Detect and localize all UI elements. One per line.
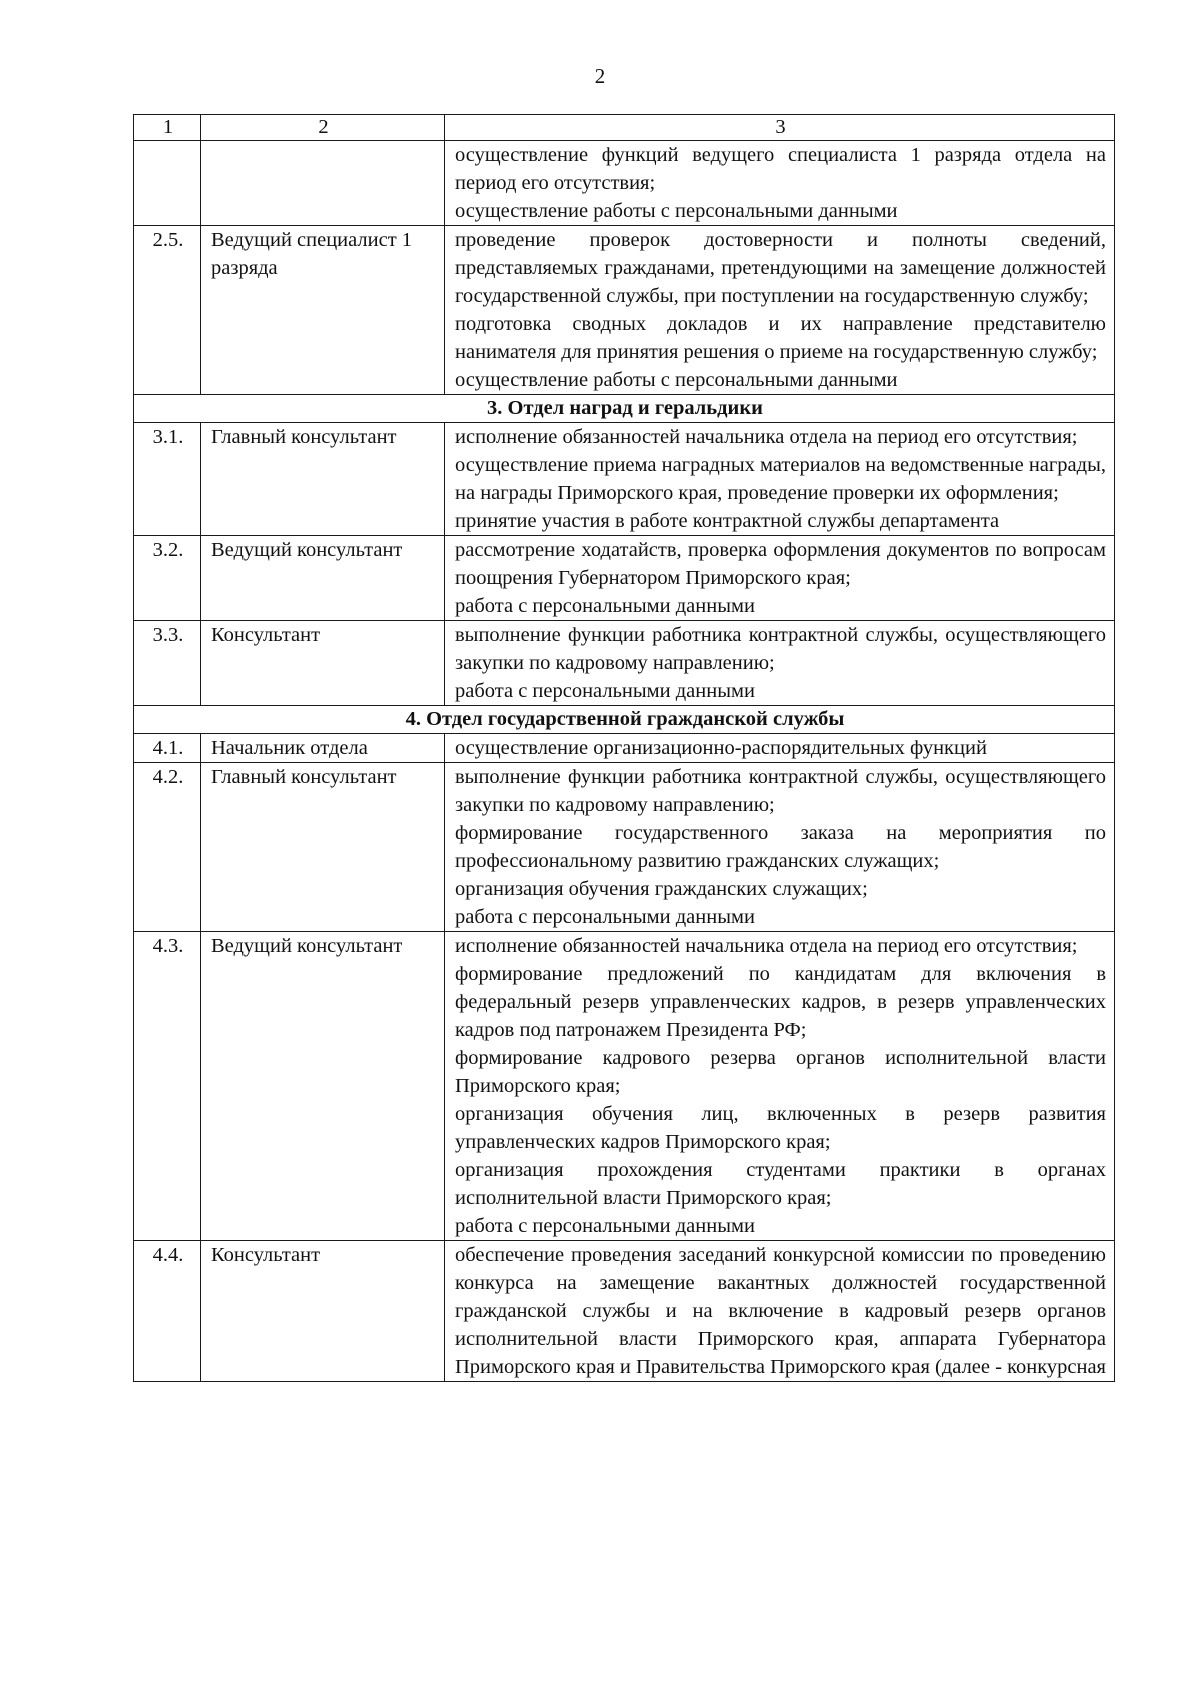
column-number-3: 3 <box>445 115 1115 141</box>
row-number: 2.5. <box>134 226 201 395</box>
duty-item: организация обучения лиц, включенных в резерв развития управленческих кадров Приморского края; <box>455 1103 1106 1153</box>
duty-item: принятие участия в работе контрактной службы департамента <box>455 510 1000 532</box>
row-number: 4.4. <box>134 1241 201 1382</box>
duty-item: обеспечение проведения заседаний конкурсной комиссии по проведению конкурса на замещение вакантных должностей государственной гражданской службы и на включение в кадровый резерв органов исполнительной власти Приморского края, аппарата Губернатора Приморского края и Правительства Приморского края (далее - конкурсная <box>455 1244 1106 1378</box>
duty-item: осуществление приема наградных материалов на ведомственные награды, на награды Приморского края, проведение проверки их оформления; <box>455 454 1106 504</box>
duty-item: подготовка сводных докладов и их направление представителю нанимателя для принятия решения о приеме на государственную службу; <box>455 313 1106 363</box>
section-header-row <box>134 395 1115 423</box>
row-number: 4.3. <box>134 932 201 1241</box>
row-number: 4.2. <box>134 763 201 932</box>
duty-item: осуществление работы с персональными данными <box>455 369 898 391</box>
table-row <box>134 734 1115 763</box>
table-row <box>134 423 1115 536</box>
row-number: 3.1. <box>134 423 201 536</box>
table-row <box>134 932 1115 1241</box>
duties-cell <box>445 763 1115 932</box>
duty-item: формирование государственного заказа на мероприятия по профессиональному развитию гражданских служащих; <box>455 822 1106 872</box>
duty-item: работа с персональными данными <box>455 1215 755 1237</box>
duty-item: осуществление организационно-распорядительных функций <box>455 737 987 759</box>
duty-item: проведение проверок достоверности и полноты сведений, представляемых гражданами, претендующими на замещение должностей государственной службы, при поступлении на государственную службу; <box>455 229 1106 307</box>
position-title <box>201 141 445 226</box>
table-row <box>134 141 1115 226</box>
position-title: Консультант <box>201 1241 445 1382</box>
duty-item: формирование кадрового резерва органов исполнительной власти Приморского края; <box>455 1047 1106 1097</box>
position-title: Начальник отдела <box>201 734 445 763</box>
duty-item: организация прохождения студентами практики в органах исполнительной власти Приморского края; <box>455 1159 1106 1209</box>
column-numbers-row <box>134 115 1115 141</box>
duty-item: рассмотрение ходатайств, проверка оформления документов по вопросам поощрения Губернатором Приморского края; <box>455 539 1106 589</box>
duties-cell <box>445 932 1115 1241</box>
duty-item: осуществление работы с персональными данными <box>455 200 898 222</box>
position-title: Ведущий специалист 1 разряда <box>201 226 445 395</box>
table-row <box>134 536 1115 621</box>
position-title: Консультант <box>201 621 445 706</box>
table-row <box>134 226 1115 395</box>
position-title: Ведущий консультант <box>201 932 445 1241</box>
duty-item: исполнение обязанностей начальника отдела на период его отсутствия; <box>455 426 1078 448</box>
column-number-2: 2 <box>201 115 445 141</box>
duties-cell <box>445 536 1115 621</box>
duties-cell <box>445 423 1115 536</box>
duty-item: работа с персональными данными <box>455 906 755 928</box>
duties-cell <box>445 226 1115 395</box>
duties-cell <box>445 621 1115 706</box>
column-number-1: 1 <box>134 115 201 141</box>
duty-item: выполнение функции работника контрактной службы, осуществляющего закупки по кадровому направлению; <box>455 766 1106 816</box>
duty-item: организация обучения гражданских служащих; <box>455 878 868 900</box>
table-row <box>134 1241 1115 1382</box>
duty-item: осуществление функций ведущего специалиста 1 разряда отдела на период его отсутствия; <box>455 144 1106 194</box>
row-number: 3.2. <box>134 536 201 621</box>
duties-table-body <box>134 115 1115 1382</box>
table-row <box>134 621 1115 706</box>
duty-item: работа с персональными данными <box>455 680 755 702</box>
duties-cell <box>445 734 1115 763</box>
row-number: 3.3. <box>134 621 201 706</box>
section-title: 4. Отдел государственной гражданской службы <box>134 706 1115 734</box>
duties-cell <box>445 1241 1115 1382</box>
duty-item: формирование предложений по кандидатам для включения в федеральный резерв управленческих кадров, в резерв управленческих кадров под патронажем Президента РФ; <box>455 963 1106 1041</box>
position-title: Главный консультант <box>201 763 445 932</box>
duty-item: выполнение функции работника контрактной службы, осуществляющего закупки по кадровому направлению; <box>455 624 1106 674</box>
page-number: 2 <box>594 64 606 88</box>
duties-cell <box>445 141 1115 226</box>
duty-item: работа с персональными данными <box>455 595 755 617</box>
position-title: Ведущий консультант <box>201 536 445 621</box>
position-title: Главный консультант <box>201 423 445 536</box>
row-number: 4.1. <box>134 734 201 763</box>
duty-item: исполнение обязанностей начальника отдела на период его отсутствия; <box>455 935 1078 957</box>
row-number <box>134 141 201 226</box>
section-title: 3. Отдел наград и геральдики <box>134 395 1115 423</box>
table-row <box>134 763 1115 932</box>
section-header-row <box>134 706 1115 734</box>
duties-table <box>133 114 1115 1382</box>
